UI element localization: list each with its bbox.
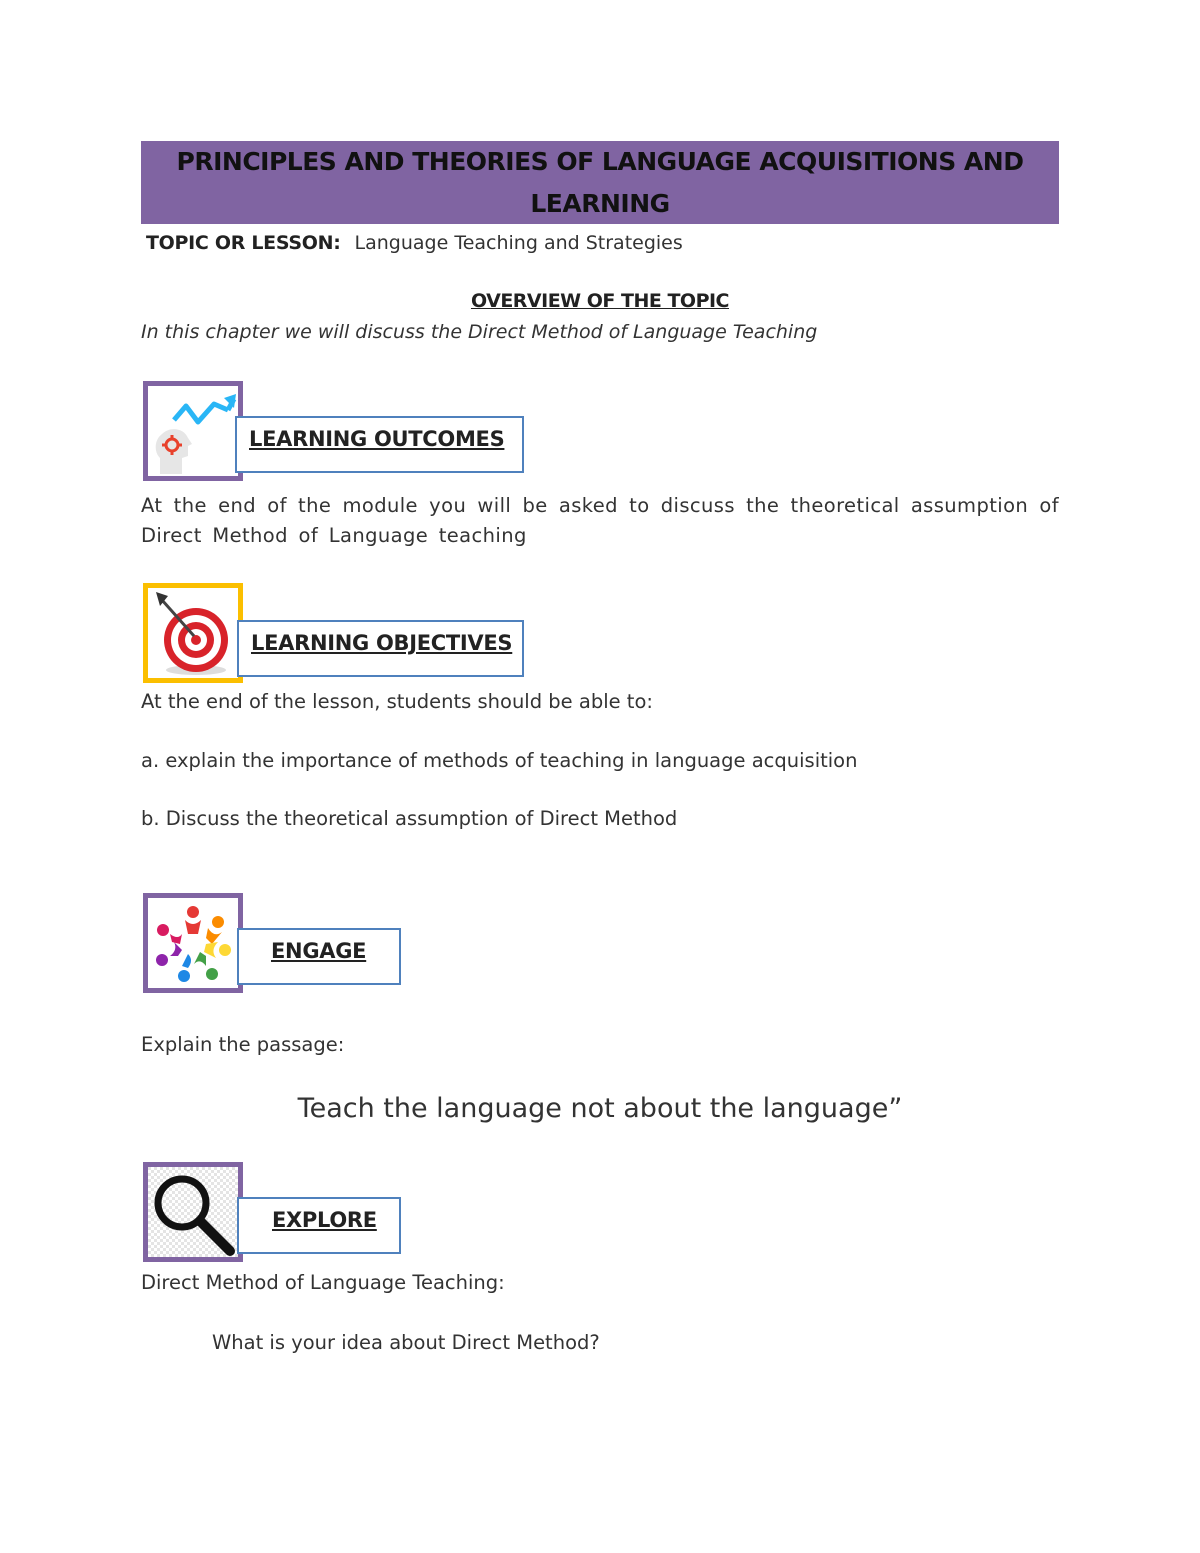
team-circle-icon xyxy=(143,893,243,993)
growth-chart-icon xyxy=(143,381,243,481)
objective-b: b. Discuss the theoretical assumption of Direct Method xyxy=(141,807,678,830)
learning-objectives-label: LEARNING OBJECTIVES xyxy=(237,620,524,677)
explore-label: EXPLORE xyxy=(237,1197,401,1254)
objective-a: a. explain the importance of methods of teaching in language acquisition xyxy=(141,749,858,772)
overview-text: In this chapter we will discuss the Direct Method of Language Teaching xyxy=(141,321,818,343)
explore-heading: Direct Method of Language Teaching: xyxy=(141,1271,505,1294)
explore-question: What is your idea about Direct Method? xyxy=(212,1331,600,1354)
title-line-2: LEARNING xyxy=(530,189,670,218)
topic-value: Language Teaching and Strategies xyxy=(354,232,683,254)
magnifier-icon xyxy=(143,1162,243,1262)
outcomes-text: At the end of the module you will be asked to discuss the theoretical assumption of Direct Method of Language teaching xyxy=(141,494,1059,547)
title-line-1: PRINCIPLES AND THEORIES OF LANGUAGE ACQUISITIONS AND xyxy=(176,147,1024,176)
engage-quote: Teach the language not about the language” xyxy=(297,1093,903,1124)
learning-outcomes-label: LEARNING OUTCOMES xyxy=(235,416,524,473)
engage-prompt: Explain the passage: xyxy=(141,1033,345,1056)
title-banner xyxy=(141,141,1059,224)
target-dart-icon xyxy=(143,583,243,683)
engage-label: ENGAGE xyxy=(237,928,401,985)
overview-heading: OVERVIEW OF THE TOPIC xyxy=(470,290,730,312)
objectives-intro: At the end of the lesson, students should be able to: xyxy=(141,690,653,713)
topic-line xyxy=(146,230,683,256)
topic-label: TOPIC OR LESSON: xyxy=(146,232,341,254)
